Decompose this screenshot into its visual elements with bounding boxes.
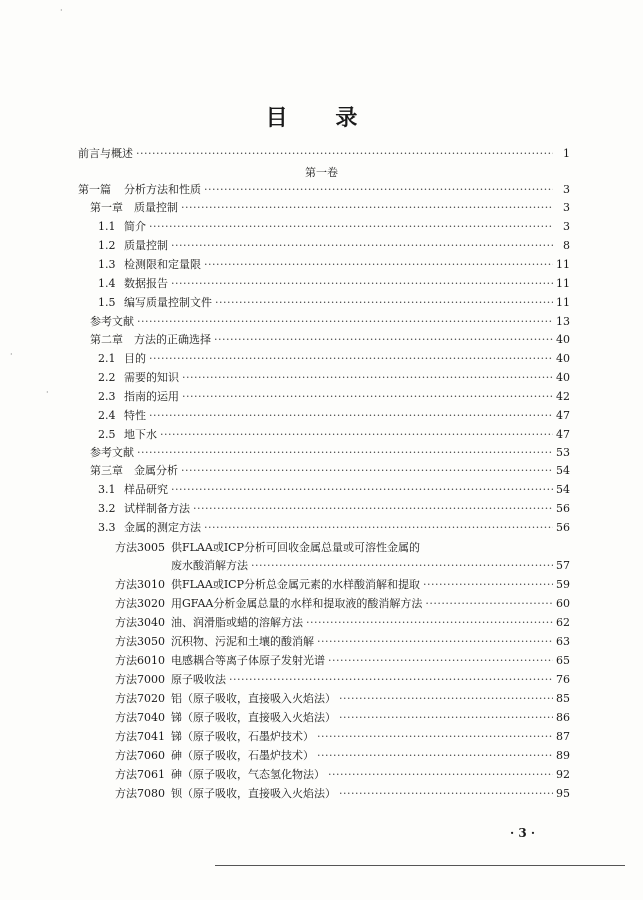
toc-entry-label: 分析方法和性质 [124,183,201,196]
toc-entry[interactable] [98,390,570,404]
toc-entry-number: 2.1 [98,352,116,365]
toc-entry[interactable] [98,521,570,535]
toc-entry-label: 质量控制 [124,239,168,252]
toc-entry-number: 3.2 [98,502,116,515]
toc-entry-page: 65 [556,654,570,667]
toc-entry[interactable] [90,201,570,215]
toc-entry-page: 3 [563,183,570,196]
toc-entry-label: 供FLAA或ICP分析总金属元素的水样酸消解和提取 [171,578,420,591]
toc-leader-dots [328,768,553,782]
toc-entry-method[interactable] [115,673,570,687]
toc-leader-dots [328,654,553,668]
toc-entry-number: 2.4 [98,409,116,422]
toc-entry-label: 铝（原子吸收，直接吸入火焰法） [171,692,336,705]
toc-entry-number: 方法7000 [115,673,165,686]
scan-speck: · [46,388,49,397]
toc-entry-number: 3.1 [98,483,116,496]
toc-entry-method[interactable] [115,635,570,649]
toc-leader-dots [425,597,553,611]
toc-entry-label: 供FLAA或ICP分析可回收金属总量或可溶性金属的 [171,541,420,554]
toc-entry-page: 40 [556,371,570,384]
toc-entry-method[interactable] [115,768,570,782]
toc-leader-dots [160,428,553,442]
toc-entry[interactable] [98,352,570,366]
toc-entry-number: 1.2 [98,239,116,252]
toc-entry-page: 63 [556,635,570,648]
toc-entry-page: 53 [556,446,570,459]
toc-leader-dots [423,578,553,592]
page-title: 目 录 [265,105,378,131]
toc-entry-page: 11 [556,258,570,271]
toc-entry-number: 1.4 [98,277,116,290]
toc-entry-number: 方法3010 [115,578,165,591]
toc-entry-page: 57 [556,559,570,572]
toc-leader-dots [171,239,553,253]
toc-entry-label: 需要的知识 [124,371,179,384]
toc-entry-page: 3 [563,220,570,233]
toc-entry[interactable] [98,409,570,423]
bottom-rule [215,865,625,866]
toc-entry-number: 第二章 [90,333,123,346]
toc-leader-dots [149,409,553,423]
toc-entry-label: 地下水 [124,428,157,441]
toc-leader-dots [182,390,553,404]
toc-leader-dots [181,201,553,215]
toc-leader-dots [181,464,553,478]
toc-entry-page: 1 [563,147,570,160]
toc-entry-label: 钡（原子吸收，直接吸入火焰法） [171,787,336,800]
toc-leader-dots [251,559,553,573]
toc-entry-page: 42 [556,390,570,403]
toc-entry[interactable] [90,315,570,329]
toc-entry-label: 参考文献 [90,446,134,459]
toc-entry-number: 方法3005 [115,541,165,554]
toc-entry[interactable] [98,371,570,385]
toc-entry-method[interactable] [115,654,570,668]
toc-entry-label: 金属分析 [134,464,178,477]
toc-entry-label: 编写质量控制文件 [124,296,212,309]
toc-entry-page: 59 [556,578,570,591]
toc-entry-page: 86 [556,711,570,724]
toc-entry-page: 56 [556,502,570,515]
toc-entry[interactable] [98,483,570,497]
toc-entry-page: 8 [563,239,570,252]
toc-entry-page: 95 [556,787,570,800]
toc-entry[interactable] [78,183,570,197]
toc-entry-number: 方法7080 [115,787,165,800]
toc-entry[interactable] [98,296,570,310]
toc-leader-dots [339,711,553,725]
toc-entry-page: 76 [556,673,570,686]
toc-entry-label: 质量控制 [134,201,178,214]
toc-entry-page: 11 [556,296,570,309]
toc-entry-method[interactable] [115,749,570,763]
toc-entry-label: 用GFAA分析金属总量的水样和提取液的酸消解方法 [171,597,423,610]
toc-entry-number: 1.5 [98,296,116,309]
toc-entry-number: 方法7040 [115,711,165,724]
toc-entry-method[interactable] [115,711,570,725]
page-number: · 3 · [510,826,536,840]
toc-entry-label: 参考文献 [90,315,134,328]
toc-entry-number: 第三章 [90,464,123,477]
toc-entry-label: 简介 [124,220,146,233]
toc-entry-label: 油、润滑脂或蜡的溶解方法 [171,616,303,629]
toc-leader-dots [229,673,553,687]
toc-entry-number: 方法3050 [115,635,165,648]
toc-entry[interactable] [98,220,570,234]
toc-entry-method-continued[interactable] [167,559,570,573]
scan-speck: · [10,350,13,359]
toc-entry-label: 数据报告 [124,277,168,290]
toc-entry-page: 54 [556,483,570,496]
toc-entry-label: 指南的运用 [124,390,179,403]
toc-leader-dots [214,333,553,347]
toc-entry-label: 废水酸消解方法 [171,559,248,572]
toc-entry-number: 方法3040 [115,616,165,629]
toc-entry-page: 85 [556,692,570,705]
toc-entry-number: 方法7020 [115,692,165,705]
toc-leader-dots [317,635,553,649]
toc-entry-preface[interactable] [78,147,570,161]
toc-leader-dots [215,296,553,310]
toc-entry-method[interactable] [115,787,570,801]
toc-entry-page: 54 [556,464,570,477]
scan-speck: · [60,6,63,15]
toc-entry-method[interactable] [115,692,570,706]
toc-entry-page: 89 [556,749,570,762]
toc-leader-dots [317,730,553,744]
toc-entry-method[interactable] [115,578,570,592]
toc-entry-page: 40 [556,333,570,346]
toc-leader-dots [339,787,553,801]
toc-leader-dots [204,183,553,197]
toc-entry-label: 砷（原子吸收，石墨炉技术） [171,749,314,762]
toc-entry-page: 3 [563,201,570,214]
toc-entry-page: 60 [556,597,570,610]
toc-entry-number: 第一篇 [78,183,111,196]
toc-entry-label: 试样制备方法 [124,502,190,515]
toc-leader-dots [317,749,553,763]
toc-entry-page: 47 [556,428,570,441]
toc-leader-dots [137,315,553,329]
toc-entry-number: 3.3 [98,521,116,534]
toc-leader-dots [149,352,553,366]
toc-entry-method[interactable] [115,616,570,630]
toc-entry-label: 方法的正确选择 [134,333,211,346]
toc-entry-label: 样品研究 [124,483,168,496]
toc-entry-method[interactable] [115,730,570,744]
toc-entry-number: 2.3 [98,390,116,403]
toc-entry-page: 92 [556,768,570,781]
toc-entry-number: 方法7041 [115,730,165,743]
toc-entry-number: 方法7060 [115,749,165,762]
toc-entry-number: 1.1 [98,220,116,233]
toc-leader-dots [149,220,553,234]
toc-entry-page: 56 [556,521,570,534]
toc-entry-method[interactable] [115,597,570,611]
toc-entry-number: 方法3020 [115,597,165,610]
toc-entry-page: 40 [556,352,570,365]
toc-entry-label: 锑（原子吸收，石墨炉技术） [171,730,314,743]
toc-entry[interactable] [98,239,570,253]
toc-leader-dots [182,371,553,385]
toc-leader-dots [204,521,553,535]
toc-leader-dots [339,692,553,706]
toc-leader-dots [171,483,553,497]
toc-leader-dots [171,277,553,291]
toc-entry[interactable] [90,333,570,347]
toc-entry-label: 目的 [124,352,146,365]
toc-entry-page: 13 [556,315,570,328]
toc-leader-dots [193,502,553,516]
toc-entry-page: 87 [556,730,570,743]
toc-entry[interactable] [98,258,570,272]
toc-entry-label: 前言与概述 [78,147,133,160]
toc-entry-number: 2.2 [98,371,116,384]
toc-entry-label: 锑（原子吸收，直接吸入火焰法） [171,711,336,724]
toc-entry[interactable] [98,277,570,291]
toc-leader-dots [306,616,553,630]
toc-entry-label: 原子吸收法 [171,673,226,686]
toc-entry-label: 特性 [124,409,146,422]
toc-entry-page: 62 [556,616,570,629]
toc-entry-page: 47 [556,409,570,422]
toc-entry[interactable] [98,502,570,516]
toc-entry-label: 砷（原子吸收，气态氢化物法） [171,768,325,781]
toc-entry-number: 2.5 [98,428,116,441]
toc-entry-label: 金属的测定方法 [124,521,201,534]
toc-entry[interactable] [90,446,570,460]
toc-entry-number: 第一章 [90,201,123,214]
toc-leader-dots [137,446,553,460]
toc-entry-method[interactable] [115,541,570,555]
toc-entry-label: 电感耦合等离子体原子发射光谱 [171,654,325,667]
toc-entry[interactable] [98,428,570,442]
toc-leader-dots [204,258,553,272]
toc-entry-page: 11 [556,277,570,290]
toc-entry-number: 1.3 [98,258,116,271]
volume-heading: 第一卷 [305,166,338,179]
toc-entry-number: 方法7061 [115,768,165,781]
toc-entry-number: 方法6010 [115,654,165,667]
toc-entry[interactable] [90,464,570,478]
toc-entry-label: 检测限和定量限 [124,258,201,271]
toc-leader-dots [136,147,553,161]
toc-entry-label: 沉积物、污泥和土壤的酸消解 [171,635,314,648]
